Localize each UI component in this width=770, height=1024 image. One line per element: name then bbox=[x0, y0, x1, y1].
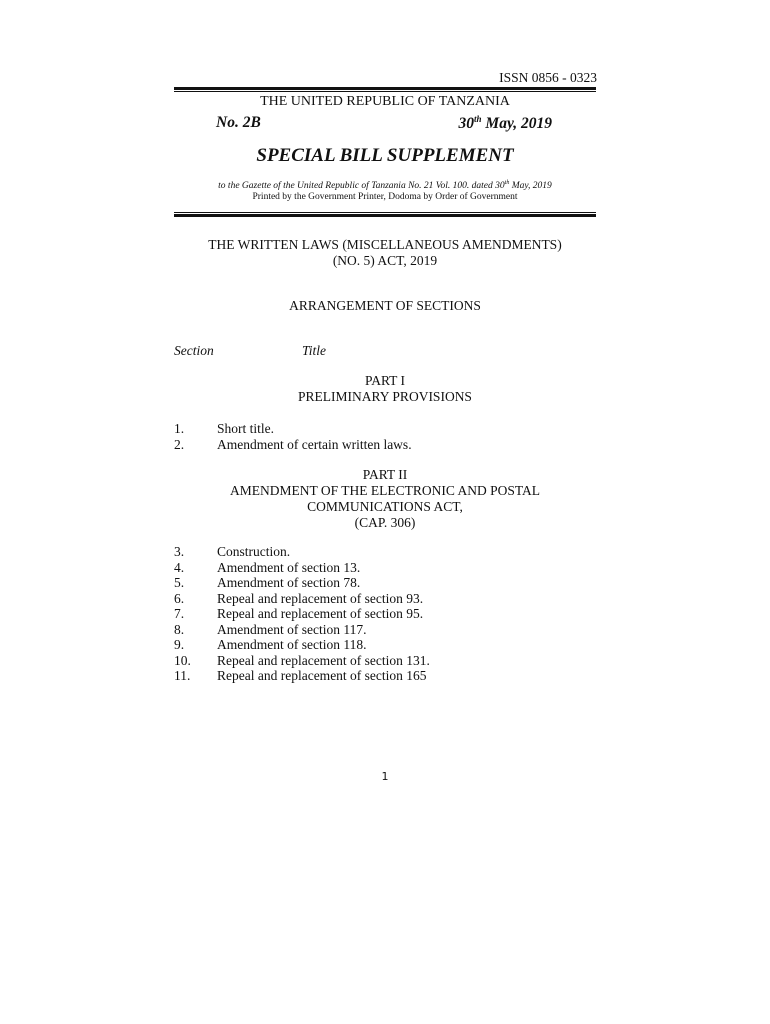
title-column-header: Title bbox=[302, 343, 327, 358]
list-item: 1. Short title. bbox=[174, 421, 274, 436]
list-item: 6. Repeal and replacement of section 93. bbox=[174, 591, 424, 606]
page-number: 1 bbox=[381, 770, 389, 783]
part-2-heading: PART II AMENDMENT OF THE ELECTRONIC AND POSTAL COMMUNICATIONS ACT, (CAP. 306) bbox=[229, 467, 541, 530]
republic-title: THE UNITED REPUBLIC OF TANZANIA bbox=[260, 94, 510, 109]
list-item: 11. Repeal and replacement of section 165 bbox=[174, 668, 427, 683]
header-bottom-rule-thick bbox=[174, 214, 596, 217]
act-title: THE WRITTEN LAWS (MISCELLANEOUS AMENDMENTS) (NO. 5) ACT, 2019 bbox=[208, 237, 562, 268]
gazette-reference: to the Gazette of the United Republic of Tanzania No. 21 Vol. 100. dated 30th May, 2019 bbox=[218, 180, 552, 192]
list-item: 9. Amendment of section 118. bbox=[174, 637, 367, 652]
list-item: 5. Amendment of section 78. bbox=[174, 575, 361, 590]
list-item: 3. Construction. bbox=[174, 544, 291, 559]
arrangement-heading: ARRANGEMENT OF SECTIONS bbox=[289, 298, 481, 313]
list-item: 10. Repeal and replacement of section 131. bbox=[174, 653, 430, 668]
header-rule-thick bbox=[174, 87, 596, 90]
list-item: 2. Amendment of certain written laws. bbox=[174, 437, 412, 452]
supplement-date: 30th May, 2019 bbox=[458, 114, 552, 133]
part-1-heading: PART I PRELIMINARY PROVISIONS bbox=[298, 373, 472, 404]
header-bottom-rule-thin bbox=[174, 212, 596, 213]
section-column-header: Section bbox=[174, 343, 214, 358]
issn-number: ISSN 0856 - 0323 bbox=[499, 70, 597, 85]
printer-line: Printed by the Government Printer, Dodoma by Order of Government bbox=[252, 192, 518, 202]
list-item: 7. Repeal and replacement of section 95. bbox=[174, 606, 424, 621]
header-rule-thin bbox=[174, 91, 596, 92]
list-item: 8. Amendment of section 117. bbox=[174, 622, 367, 637]
supplement-number: No. 2B bbox=[216, 114, 261, 131]
list-item: 4. Amendment of section 13. bbox=[174, 560, 361, 575]
supplement-title: SPECIAL BILL SUPPLEMENT bbox=[256, 145, 514, 166]
